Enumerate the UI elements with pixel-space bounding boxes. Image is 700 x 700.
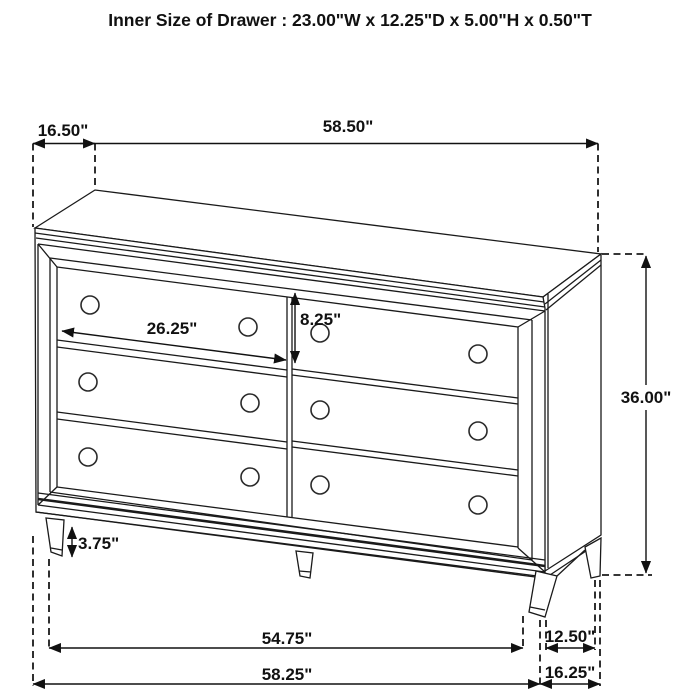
drawer-knob (79, 448, 97, 466)
dimension-leg-depth-span (545, 627, 596, 648)
dim-label-top-width: 58.50" (322, 117, 374, 136)
dimension-overall-width (33, 665, 540, 684)
dim-label-leg-depth-span: 12.50" (544, 627, 596, 646)
drawer-knob (241, 394, 259, 412)
drawer-knob (469, 345, 487, 363)
dimension-leg-height (72, 527, 119, 557)
dim-label-overall-width: 58.25" (261, 665, 313, 684)
dim-label-base-width: 54.75" (261, 629, 313, 648)
page-title: Inner Size of Drawer : 23.00"W x 12.25"D x 5.00"H x 0.50"T (108, 10, 592, 30)
drawer-knob (241, 468, 259, 486)
drawer-knob (79, 373, 97, 391)
dim-label-drawer-height: 8.25" (300, 310, 342, 329)
drawer-knob (239, 318, 257, 336)
front-middle-leg (296, 551, 313, 578)
dimension-base-depth (540, 663, 600, 684)
dim-label-drawer-width: 26.25" (146, 319, 198, 338)
drawer-knob (81, 296, 99, 314)
dresser-right-side-panel (543, 254, 601, 571)
dim-label-base-depth: 16.25" (544, 663, 596, 682)
drawer-knob (311, 401, 329, 419)
dim-label-overall-height: 36.00" (620, 388, 672, 407)
drawer-knob (469, 422, 487, 440)
dim-label-top-depth: 16.50" (37, 121, 89, 140)
dim-label-leg-height: 3.75" (78, 534, 120, 553)
dimension-overall-height (616, 256, 676, 573)
drawer-knob (311, 476, 329, 494)
dimension-top-width (33, 117, 598, 144)
dresser-drawing (35, 190, 601, 617)
drawer-knob (469, 496, 487, 514)
dimension-base-width (49, 629, 523, 648)
